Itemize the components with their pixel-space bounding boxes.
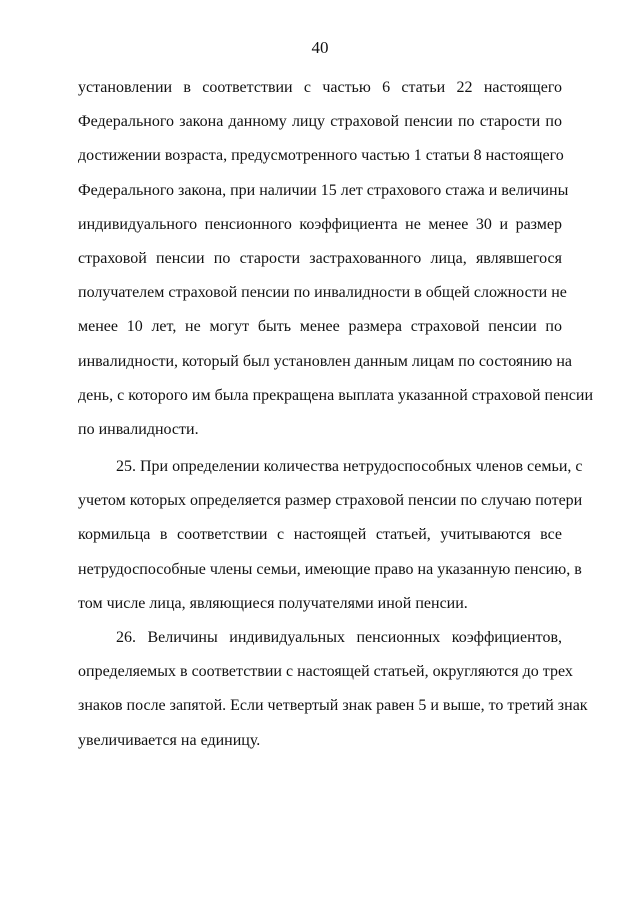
text-line: том числе лица, являющиеся получателями иной пенсии.: [78, 594, 468, 612]
text-line: нетрудоспособные члены семьи, имеющие право на указанную пенсию, в: [78, 560, 582, 578]
text-line: определяемых в соответствии с настоящей статьей, округляются до трех: [78, 663, 573, 681]
paragraph-continuation: [78, 71, 593, 447]
text-line: достижении возраста, предусмотренного частью 1 статьи 8 настоящего: [78, 147, 564, 165]
text-line: увеличивается на единицу.: [78, 731, 261, 749]
text-line: установлении в соответствии с частью 6 статьи 22 настоящего: [78, 79, 562, 96]
paragraph-25: [78, 450, 583, 621]
text-line: 25. При определении количества нетрудоспособных членов семьи, с: [116, 458, 583, 475]
text-line: Федерального закона данному лицу страховой пенсии по старости по: [78, 113, 562, 131]
page-number: 40: [311, 38, 329, 57]
text-line: Федерального закона, при наличии 15 лет страхового стажа и величины: [78, 181, 569, 199]
text-line: кормильца в соответствии с настоящей статьей, учитываются все: [78, 526, 562, 544]
text-line: день, с которого им была прекращена выплата указанной страховой пенсии: [78, 386, 593, 404]
text-line: получателем страховой пенсии по инвалидности в общей сложности не: [78, 284, 567, 302]
text-line: знаков после запятой. Если четвертый знак равен 5 и выше, то третий знак: [78, 697, 588, 715]
text-line: инвалидности, который был установлен данным лицам по состоянию на: [78, 352, 572, 370]
paragraph-26: [78, 621, 588, 758]
text-line: учетом которых определяется размер страховой пенсии по случаю потери: [78, 492, 583, 510]
text-line: по инвалидности.: [78, 420, 199, 438]
text-line: менее 10 лет, не могут быть менее размера страховой пенсии по: [78, 318, 562, 336]
text-line: индивидуального пенсионного коэффициента не менее 30 и размер: [78, 215, 562, 233]
text-line: 26. Величины индивидуальных пенсионных коэффициентов,: [116, 629, 562, 646]
text-line: страховой пенсии по старости застрахованного лица, являвшегося: [78, 249, 562, 267]
